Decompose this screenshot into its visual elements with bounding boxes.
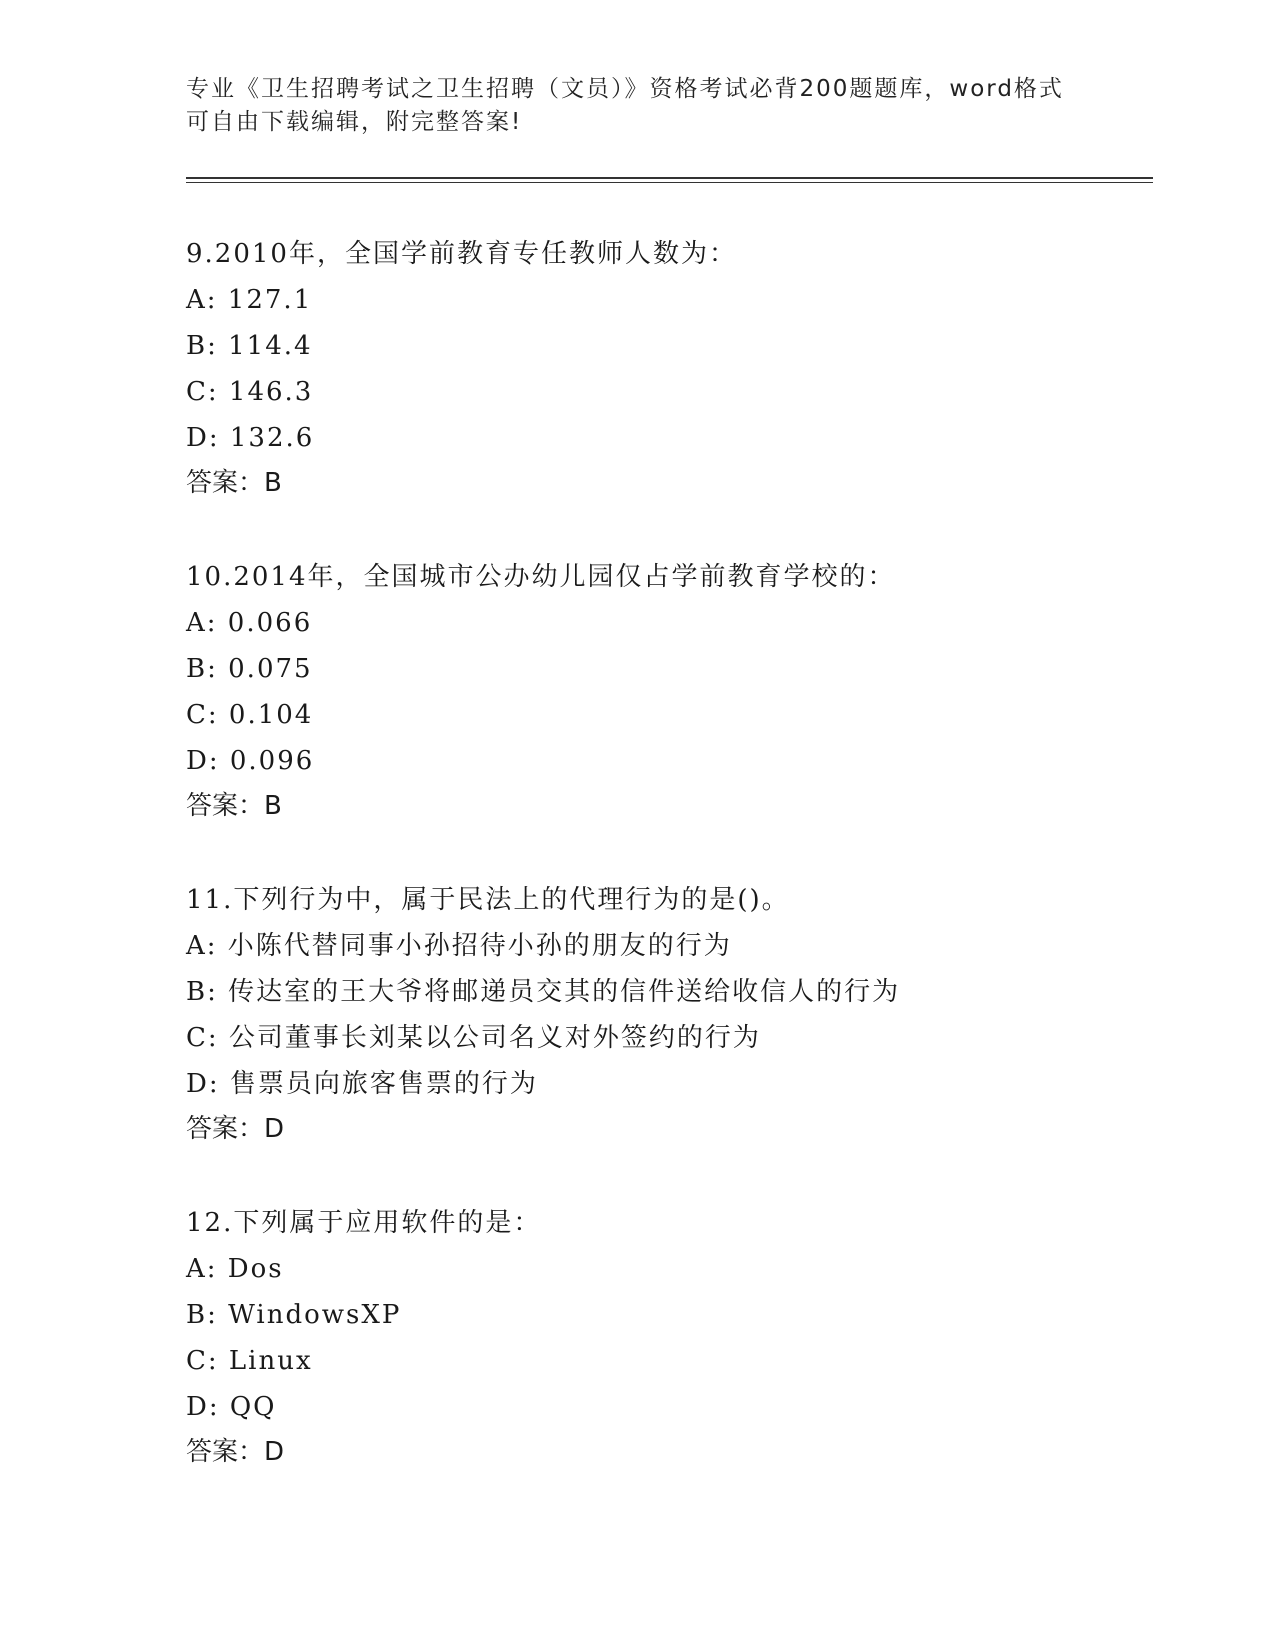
option-d: D: 0.096 — [186, 746, 315, 776]
option-b: B: WindowsXP — [186, 1300, 402, 1330]
question-stem: 9.2010年，全国学前教育专任教师人数为： — [186, 239, 737, 269]
option-c: C: 公司董事长刘某以公司名义对外签约的行为 — [186, 1023, 761, 1053]
option-c: C: 0.104 — [186, 700, 314, 730]
question-spacer — [186, 1151, 1153, 1201]
question-stem: 12.下列属于应用软件的是： — [186, 1208, 542, 1238]
question-stem: 10.2014年，全国城市公办幼儿园仅占学前教育学校的： — [186, 562, 896, 592]
header-line-1: 专业《卫生招聘考试之卫生招聘（文员）》资格考试必背200题题库，word格式 — [186, 76, 1064, 102]
header-divider-thin — [186, 182, 1153, 183]
option-d: D: 132.6 — [186, 423, 315, 453]
question-spacer — [186, 828, 1153, 878]
option-a: A: 小陈代替同事小孙招待小孙的朋友的行为 — [186, 931, 732, 961]
answer-line: 答案：B — [186, 468, 282, 498]
answer-line: 答案：D — [186, 1437, 285, 1467]
question-9 — [186, 232, 1153, 505]
question-10 — [186, 555, 1153, 828]
option-a: A: Dos — [186, 1254, 284, 1284]
question-stem: 11.下列行为中，属于民法上的代理行为的是()。 — [186, 885, 790, 915]
option-b: B: 114.4 — [186, 331, 313, 361]
answer-line: 答案：D — [186, 1114, 285, 1144]
question-11 — [186, 878, 1153, 1151]
answer-line: 答案：B — [186, 791, 282, 821]
document-header — [186, 73, 1066, 139]
question-spacer — [186, 505, 1153, 555]
option-c: C: Linux — [186, 1346, 313, 1376]
option-a: A: 0.066 — [186, 608, 313, 638]
header-divider-thick — [186, 177, 1153, 179]
option-d: D: 售票员向旅客售票的行为 — [186, 1069, 538, 1099]
header-line-2: 可自由下载编辑，附完整答案! — [186, 109, 523, 135]
option-c: C: 146.3 — [186, 377, 314, 407]
option-d: D: QQ — [186, 1392, 277, 1422]
option-b: B: 传达室的王大爷将邮递员交其的信件送给收信人的行为 — [186, 977, 901, 1007]
question-list — [186, 232, 1153, 1474]
option-b: B: 0.075 — [186, 654, 313, 684]
question-12 — [186, 1201, 1153, 1474]
option-a: A: 127.1 — [186, 285, 313, 315]
